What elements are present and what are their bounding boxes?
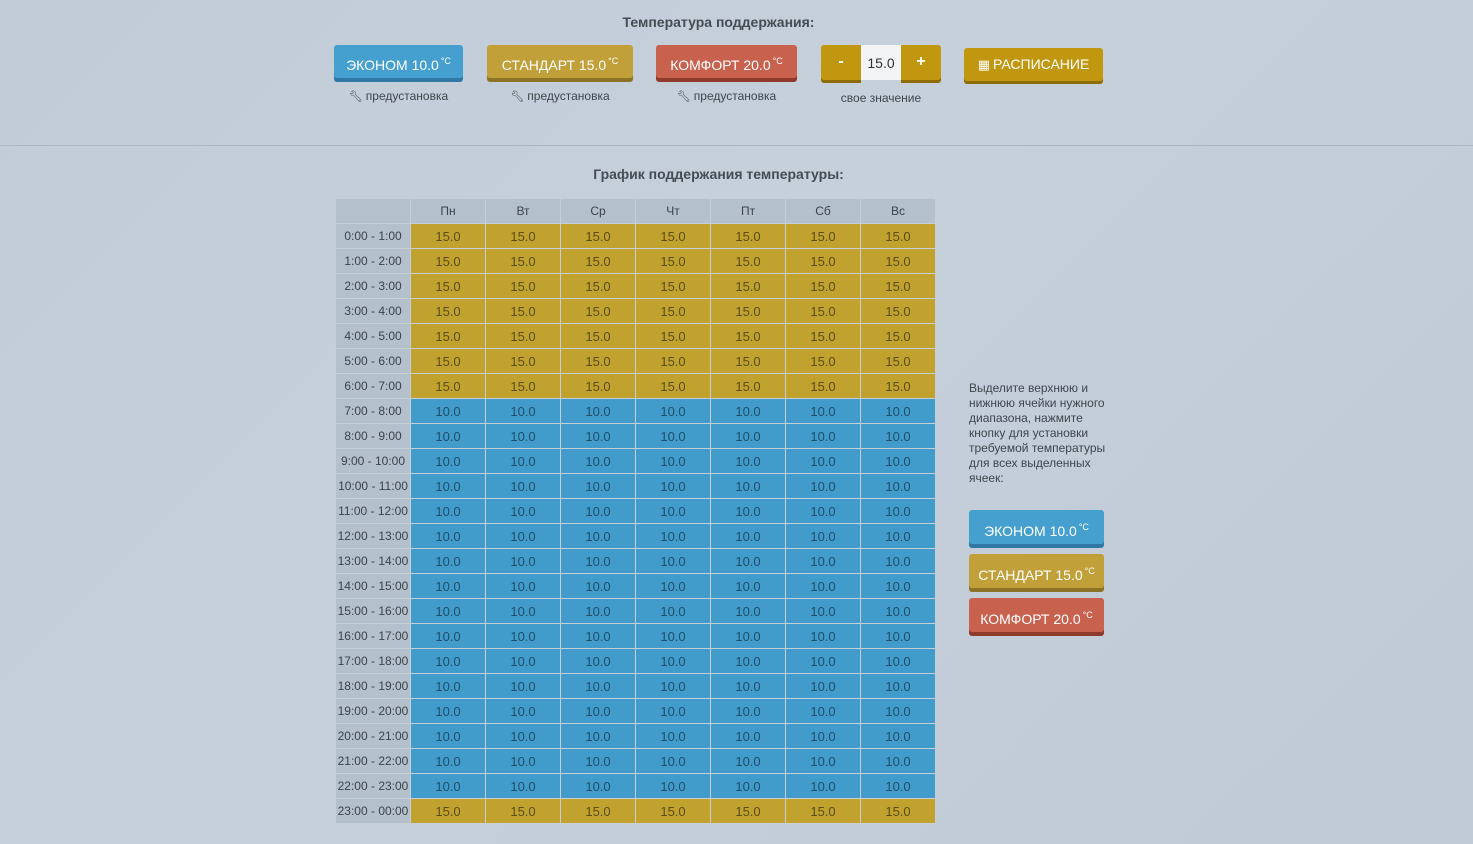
schedule-cell[interactable]: 15.0 xyxy=(861,374,936,399)
temperature-input[interactable] xyxy=(861,45,901,80)
schedule-cell[interactable]: 10.0 xyxy=(711,524,786,549)
time-slot-label: 21:00 - 22:00 xyxy=(336,749,411,774)
schedule-cell[interactable]: 15.0 xyxy=(786,324,861,349)
schedule-cell[interactable]: 15.0 xyxy=(411,349,486,374)
schedule-cell[interactable]: 10.0 xyxy=(711,649,786,674)
time-slot-label: 1:00 - 2:00 xyxy=(336,249,411,274)
schedule-cell[interactable]: 15.0 xyxy=(411,274,486,299)
schedule-cell[interactable]: 10.0 xyxy=(786,674,861,699)
schedule-cell[interactable]: 10.0 xyxy=(861,699,936,724)
schedule-cell[interactable]: 10.0 xyxy=(636,399,711,424)
schedule-cell[interactable]: 10.0 xyxy=(861,599,936,624)
schedule-row xyxy=(336,399,936,424)
schedule-cell[interactable]: 10.0 xyxy=(486,449,561,474)
schedule-cell[interactable]: 10.0 xyxy=(486,549,561,574)
schedule-cell[interactable]: 10.0 xyxy=(711,749,786,774)
schedule-cell[interactable]: 15.0 xyxy=(636,374,711,399)
schedule-cell[interactable]: 15.0 xyxy=(711,249,786,274)
custom-temperature-stepper xyxy=(821,45,941,105)
schedule-cell[interactable]: 15.0 xyxy=(486,799,561,824)
schedule-cell[interactable]: 10.0 xyxy=(711,774,786,799)
schedule-cell[interactable]: 10.0 xyxy=(636,749,711,774)
schedule-cell[interactable]: 10.0 xyxy=(636,774,711,799)
schedule-cell[interactable]: 10.0 xyxy=(486,424,561,449)
schedule-cell[interactable]: 10.0 xyxy=(711,624,786,649)
schedule-cell[interactable]: 15.0 xyxy=(561,799,636,824)
schedule-cell[interactable]: 10.0 xyxy=(636,699,711,724)
schedule-cell[interactable]: 10.0 xyxy=(786,599,861,624)
day-header: Сб xyxy=(786,199,861,224)
schedule-cell[interactable]: 10.0 xyxy=(786,749,861,774)
schedule-row xyxy=(336,274,936,299)
schedule-row xyxy=(336,649,936,674)
schedule-cell[interactable]: 10.0 xyxy=(486,699,561,724)
schedule-cell[interactable]: 10.0 xyxy=(561,724,636,749)
schedule-cell[interactable]: 10.0 xyxy=(861,624,936,649)
schedule-cell[interactable]: 10.0 xyxy=(861,724,936,749)
schedule-cell[interactable]: 10.0 xyxy=(561,474,636,499)
day-header: Чт xyxy=(636,199,711,224)
schedule-cell[interactable]: 15.0 xyxy=(411,799,486,824)
schedule-cell[interactable]: 15.0 xyxy=(711,224,786,249)
day-header: Ср xyxy=(561,199,636,224)
schedule-cell[interactable]: 10.0 xyxy=(786,649,861,674)
wrench-icon: 🔧︎ xyxy=(510,91,525,103)
schedule-cell[interactable]: 15.0 xyxy=(861,274,936,299)
schedule-row xyxy=(336,249,936,274)
schedule-cell[interactable]: 10.0 xyxy=(561,674,636,699)
schedule-cell[interactable]: 10.0 xyxy=(561,599,636,624)
preset-caption: 🔧︎ предустановка xyxy=(348,89,449,103)
schedule-cell[interactable]: 10.0 xyxy=(786,774,861,799)
schedule-cell[interactable]: 10.0 xyxy=(786,699,861,724)
schedule-cell[interactable]: 10.0 xyxy=(561,649,636,674)
schedule-cell[interactable]: 10.0 xyxy=(411,399,486,424)
time-slot-label: 14:00 - 15:00 xyxy=(336,574,411,599)
schedule-cell[interactable]: 10.0 xyxy=(786,524,861,549)
schedule-cell[interactable]: 10.0 xyxy=(861,774,936,799)
schedule-cell[interactable]: 10.0 xyxy=(636,574,711,599)
corner-cell xyxy=(336,199,411,224)
schedule-cell[interactable]: 10.0 xyxy=(561,574,636,599)
schedule-cell[interactable]: 10.0 xyxy=(636,474,711,499)
schedule-cell[interactable]: 15.0 xyxy=(711,799,786,824)
schedule-row xyxy=(336,549,936,574)
schedule-cell[interactable]: 10.0 xyxy=(786,724,861,749)
schedule-cell[interactable]: 15.0 xyxy=(711,324,786,349)
schedule-cell[interactable]: 15.0 xyxy=(561,299,636,324)
schedule-cell[interactable]: 15.0 xyxy=(411,249,486,274)
schedule-cell[interactable]: 15.0 xyxy=(486,224,561,249)
schedule-cell[interactable]: 15.0 xyxy=(786,374,861,399)
schedule-cell[interactable]: 10.0 xyxy=(861,399,936,424)
time-slot-label: 10:00 - 11:00 xyxy=(336,474,411,499)
schedule-cell[interactable]: 15.0 xyxy=(411,324,486,349)
schedule-cell[interactable]: 15.0 xyxy=(486,249,561,274)
schedule-cell[interactable]: 15.0 xyxy=(636,799,711,824)
schedule-row xyxy=(336,749,936,774)
schedule-cell[interactable]: 10.0 xyxy=(786,499,861,524)
schedule-row xyxy=(336,299,936,324)
schedule-cell[interactable]: 15.0 xyxy=(561,249,636,274)
schedule-row xyxy=(336,449,936,474)
schedule-row xyxy=(336,499,936,524)
schedule-cell[interactable]: 15.0 xyxy=(561,324,636,349)
apply-standard-button[interactable]: СТАНДАРТ 15.0 $^{^\circ C}$ xyxy=(969,554,1104,588)
apply-comfort-button[interactable]: КОМФОРТ 20.0 $^{^\circ C}$ xyxy=(969,598,1104,632)
time-slot-label: 17:00 - 18:00 xyxy=(336,649,411,674)
schedule-row xyxy=(336,224,936,249)
day-header: Пн xyxy=(411,199,486,224)
schedule-cell[interactable]: 10.0 xyxy=(486,499,561,524)
schedule-cell[interactable]: 10.0 xyxy=(486,649,561,674)
schedule-cell[interactable]: 15.0 xyxy=(861,224,936,249)
schedule-cell[interactable]: 10.0 xyxy=(486,599,561,624)
schedule-cell[interactable]: 10.0 xyxy=(711,424,786,449)
schedule-cell[interactable]: 10.0 xyxy=(786,624,861,649)
schedule-cell[interactable]: 10.0 xyxy=(636,624,711,649)
schedule-cell[interactable]: 10.0 xyxy=(636,549,711,574)
schedule-cell[interactable]: 15.0 xyxy=(486,274,561,299)
time-slot-label: 8:00 - 9:00 xyxy=(336,424,411,449)
schedule-cell[interactable]: 10.0 xyxy=(861,449,936,474)
time-slot-label: 19:00 - 20:00 xyxy=(336,699,411,724)
schedule-cell[interactable]: 15.0 xyxy=(861,299,936,324)
schedule-row xyxy=(336,799,936,824)
schedule-row xyxy=(336,424,936,449)
decrement-button[interactable]: - xyxy=(821,45,861,80)
schedule-cell[interactable]: 10.0 xyxy=(486,724,561,749)
schedule-cell[interactable]: 10.0 xyxy=(636,499,711,524)
schedule-cell[interactable]: 10.0 xyxy=(411,649,486,674)
time-slot-label: 22:00 - 23:00 xyxy=(336,774,411,799)
section-divider xyxy=(0,145,1473,146)
schedule-row xyxy=(336,374,936,399)
schedule-cell[interactable]: 10.0 xyxy=(786,399,861,424)
preset-caption: 🔧︎ предустановка xyxy=(510,89,610,103)
schedule-cell[interactable]: 10.0 xyxy=(561,774,636,799)
time-slot-label: 0:00 - 1:00 xyxy=(336,224,411,249)
schedule-cell[interactable]: 10.0 xyxy=(486,474,561,499)
schedule-body xyxy=(336,224,936,824)
schedule-cell[interactable]: 15.0 xyxy=(486,374,561,399)
schedule-cell[interactable]: 10.0 xyxy=(786,424,861,449)
schedule-cell[interactable]: 15.0 xyxy=(711,374,786,399)
time-slot-label: 9:00 - 10:00 xyxy=(336,449,411,474)
schedule-cell[interactable]: 10.0 xyxy=(411,774,486,799)
preset-econom xyxy=(334,45,463,103)
schedule-cell[interactable]: 15.0 xyxy=(786,224,861,249)
schedule-cell[interactable]: 10.0 xyxy=(561,624,636,649)
schedule-cell[interactable]: 15.0 xyxy=(486,349,561,374)
schedule-cell[interactable]: 10.0 xyxy=(636,649,711,674)
schedule-cell[interactable]: 15.0 xyxy=(561,374,636,399)
schedule-cell[interactable]: 10.0 xyxy=(786,474,861,499)
schedule-cell[interactable]: 10.0 xyxy=(861,499,936,524)
schedule-row xyxy=(336,624,936,649)
schedule-header-row xyxy=(336,199,936,224)
schedule-row xyxy=(336,324,936,349)
time-slot-label: 23:00 - 00:00 xyxy=(336,799,411,824)
schedule-cell[interactable]: 15.0 xyxy=(636,349,711,374)
schedule-cell[interactable]: 10.0 xyxy=(861,674,936,699)
day-header: Вт xyxy=(486,199,561,224)
time-slot-label: 2:00 - 3:00 xyxy=(336,274,411,299)
schedule-cell[interactable]: 10.0 xyxy=(636,599,711,624)
time-slot-label: 20:00 - 21:00 xyxy=(336,724,411,749)
preset-caption: 🔧︎ предустановка xyxy=(676,89,777,103)
schedule-cell[interactable]: 10.0 xyxy=(861,574,936,599)
schedule-cell[interactable]: 15.0 xyxy=(711,349,786,374)
schedule-cell[interactable]: 15.0 xyxy=(636,249,711,274)
schedule-cell[interactable]: 10.0 xyxy=(636,524,711,549)
schedule-row xyxy=(336,699,936,724)
schedule-cell[interactable]: 15.0 xyxy=(786,799,861,824)
wrench-icon: 🔧︎ xyxy=(676,91,691,103)
schedule-cell[interactable]: 10.0 xyxy=(711,449,786,474)
schedule-cell[interactable]: 10.0 xyxy=(411,449,486,474)
schedule-cell[interactable]: 10.0 xyxy=(411,524,486,549)
schedule-row xyxy=(336,724,936,749)
schedule-cell[interactable]: 10.0 xyxy=(711,574,786,599)
schedule-row xyxy=(336,574,936,599)
schedule-cell[interactable]: 10.0 xyxy=(411,674,486,699)
schedule-cell[interactable]: 10.0 xyxy=(861,424,936,449)
apply-econom-button[interactable]: ЭКОНОМ 10.0 $^{^\circ C}$ xyxy=(969,510,1104,544)
wrench-icon: 🔧︎ xyxy=(348,91,363,103)
day-header: Пт xyxy=(711,199,786,224)
schedule-cell[interactable]: 10.0 xyxy=(561,699,636,724)
schedule-cell[interactable]: 15.0 xyxy=(861,349,936,374)
schedule-cell[interactable]: 10.0 xyxy=(861,474,936,499)
schedule-cell[interactable]: 10.0 xyxy=(561,424,636,449)
schedule-cell[interactable]: 15.0 xyxy=(486,324,561,349)
schedule-cell[interactable]: 10.0 xyxy=(861,649,936,674)
schedule-button[interactable]: ▦ РАСПИСАНИЕ xyxy=(964,48,1103,81)
schedule-cell[interactable]: 10.0 xyxy=(561,549,636,574)
schedule-row xyxy=(336,349,936,374)
schedule-cell[interactable]: 10.0 xyxy=(561,524,636,549)
selection-hint: Выделите верхнюю и нижнюю ячейки нужного диапазона, нажмите кнопку для установки требуемой температуры для всех выделенных ячеек: xyxy=(969,381,1106,485)
schedule-cell[interactable]: 15.0 xyxy=(786,249,861,274)
schedule-cell[interactable]: 15.0 xyxy=(486,299,561,324)
schedule-cell[interactable]: 10.0 xyxy=(786,449,861,474)
schedule-cell[interactable]: 15.0 xyxy=(636,224,711,249)
schedule-cell[interactable]: 10.0 xyxy=(861,524,936,549)
stepper-caption: свое значение xyxy=(840,91,922,105)
time-slot-label: 3:00 - 4:00 xyxy=(336,299,411,324)
calendar-icon: ▦ xyxy=(977,57,990,72)
schedule-cell[interactable]: 15.0 xyxy=(411,374,486,399)
schedule-cell[interactable]: 10.0 xyxy=(411,599,486,624)
schedule-cell[interactable]: 15.0 xyxy=(711,274,786,299)
comfort-button[interactable]: КОМФОРТ 20.0 $^{^\circ C}$ xyxy=(656,45,797,78)
schedule-cell[interactable]: 10.0 xyxy=(636,674,711,699)
preset-standard xyxy=(487,45,633,103)
schedule-cell[interactable]: 15.0 xyxy=(861,799,936,824)
schedule-cell[interactable]: 10.0 xyxy=(786,549,861,574)
schedule-cell[interactable]: 10.0 xyxy=(411,574,486,599)
schedule-cell[interactable]: 15.0 xyxy=(411,224,486,249)
schedule-cell[interactable]: 10.0 xyxy=(786,574,861,599)
schedule-cell[interactable]: 10.0 xyxy=(411,424,486,449)
schedule-cell[interactable]: 15.0 xyxy=(786,274,861,299)
time-slot-label: 4:00 - 5:00 xyxy=(336,324,411,349)
time-slot-label: 6:00 - 7:00 xyxy=(336,374,411,399)
time-slot-label: 15:00 - 16:00 xyxy=(336,599,411,624)
schedule-row xyxy=(336,524,936,549)
time-slot-label: 18:00 - 19:00 xyxy=(336,674,411,699)
standard-button[interactable]: СТАНДАРТ 15.0 $^{^\circ C}$ xyxy=(487,45,633,78)
schedule-cell[interactable]: 10.0 xyxy=(861,549,936,574)
day-header: Вс xyxy=(861,199,936,224)
schedule-cell[interactable]: 15.0 xyxy=(711,299,786,324)
schedule-row xyxy=(336,774,936,799)
time-slot-label: 5:00 - 6:00 xyxy=(336,349,411,374)
schedule-cell[interactable]: 10.0 xyxy=(486,399,561,424)
increment-button[interactable]: + xyxy=(901,45,941,80)
schedule-cell[interactable]: 15.0 xyxy=(561,274,636,299)
schedule-cell[interactable]: 10.0 xyxy=(636,424,711,449)
schedule-cell[interactable]: 10.0 xyxy=(711,674,786,699)
time-slot-label: 11:00 - 12:00 xyxy=(336,499,411,524)
time-slot-label: 16:00 - 17:00 xyxy=(336,624,411,649)
econom-button[interactable]: ЭКОНОМ 10.0 $^{^\circ C}$ xyxy=(334,45,463,78)
schedule-cell[interactable]: 15.0 xyxy=(786,349,861,374)
schedule-cell[interactable]: 10.0 xyxy=(711,724,786,749)
schedule-title: График поддержания температуры: xyxy=(593,166,844,182)
schedule-cell[interactable]: 10.0 xyxy=(561,449,636,474)
schedule-cell[interactable]: 10.0 xyxy=(411,699,486,724)
schedule-cell[interactable]: 10.0 xyxy=(861,749,936,774)
schedule-cell[interactable]: 10.0 xyxy=(636,724,711,749)
schedule-cell[interactable]: 10.0 xyxy=(561,749,636,774)
schedule-cell[interactable]: 10.0 xyxy=(486,774,561,799)
page-title: Температура поддержания: xyxy=(622,14,815,30)
schedule-cell[interactable]: 15.0 xyxy=(636,324,711,349)
schedule-table xyxy=(335,198,936,824)
schedule-cell[interactable]: 15.0 xyxy=(861,324,936,349)
schedule-cell[interactable]: 10.0 xyxy=(486,674,561,699)
schedule-cell[interactable]: 10.0 xyxy=(561,399,636,424)
preset-comfort xyxy=(656,45,797,103)
schedule-cell[interactable]: 10.0 xyxy=(711,474,786,499)
time-slot-label: 13:00 - 14:00 xyxy=(336,549,411,574)
schedule-cell[interactable]: 10.0 xyxy=(486,749,561,774)
schedule-cell[interactable]: 10.0 xyxy=(711,399,786,424)
schedule-cell[interactable]: 10.0 xyxy=(486,524,561,549)
schedule-cell[interactable]: 10.0 xyxy=(411,549,486,574)
schedule-row xyxy=(336,674,936,699)
schedule-cell[interactable]: 15.0 xyxy=(636,299,711,324)
schedule-cell[interactable]: 15.0 xyxy=(561,349,636,374)
schedule-cell[interactable]: 10.0 xyxy=(711,549,786,574)
schedule-cell[interactable]: 10.0 xyxy=(486,624,561,649)
schedule-cell[interactable]: 10.0 xyxy=(486,574,561,599)
schedule-cell[interactable]: 15.0 xyxy=(561,224,636,249)
schedule-cell[interactable]: 10.0 xyxy=(711,699,786,724)
schedule-cell[interactable]: 10.0 xyxy=(411,474,486,499)
schedule-cell[interactable]: 10.0 xyxy=(411,749,486,774)
schedule-cell[interactable]: 10.0 xyxy=(711,499,786,524)
schedule-cell[interactable]: 10.0 xyxy=(561,499,636,524)
schedule-cell[interactable]: 10.0 xyxy=(411,624,486,649)
schedule-cell[interactable]: 10.0 xyxy=(711,599,786,624)
schedule-cell[interactable]: 10.0 xyxy=(411,724,486,749)
schedule-cell[interactable]: 15.0 xyxy=(411,299,486,324)
schedule-cell[interactable]: 10.0 xyxy=(411,499,486,524)
schedule-cell[interactable]: 15.0 xyxy=(786,299,861,324)
schedule-cell[interactable]: 10.0 xyxy=(636,449,711,474)
schedule-row xyxy=(336,474,936,499)
time-slot-label: 12:00 - 13:00 xyxy=(336,524,411,549)
schedule-cell[interactable]: 15.0 xyxy=(861,249,936,274)
schedule-cell[interactable]: 15.0 xyxy=(636,274,711,299)
time-slot-label: 7:00 - 8:00 xyxy=(336,399,411,424)
schedule-row xyxy=(336,599,936,624)
